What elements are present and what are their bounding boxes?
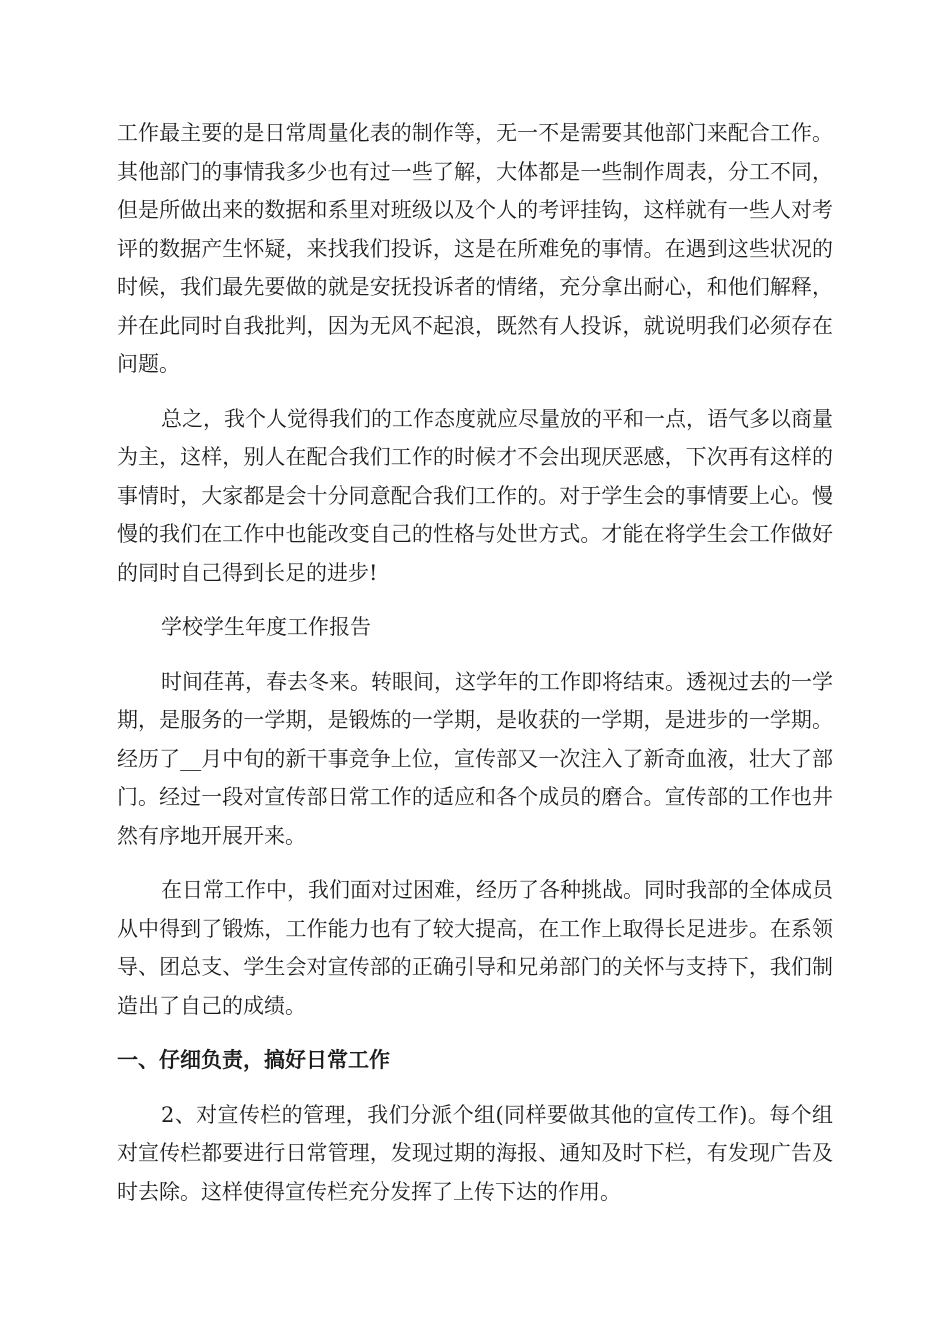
paragraph-summary: 总之，我个人觉得我们的工作态度就应尽量放的平和一点，语气多以商量为主，这样，别人在配合我们工作的时候才不会出现厌恶感，下次再有这样的事情时，大家都是会十分同意配合我们工作的。对于学生会的事情要上心。慢慢的我们在工作中也能改变自己的性格与处世方式。才能在将学生会工作做好的同时自己得到长足的进步! [117,406,833,585]
paragraph-intro: 时间荏苒，春去冬来。转眼间，这学年的工作即将结束。透视过去的一学期，是服务的一学期，是锻炼的一学期，是收获的一学期，是进步的一学期。经历了__月中旬的新干事竞争上位，宣传部又一次注入了新奇血液，壮大了部门。经过一段对宣传部日常工作的适应和各个成员的磨合。宣传部的工作也井然有序地开展开来。 [117,669,833,848]
paragraph-bulletin-board: 2、对宣传栏的管理，我们分派个组(同样要做其他的宣传工作)。每个组对宣传栏都要进行日常管理，发现过期的海报、通知及时下栏，有发现广告及时去除。这样使得宣传栏充分发挥了上传下达的作用。 [117,1102,833,1204]
paragraph-continued: 工作最主要的是日常周量化表的制作等，无一不是需要其他部门来配合工作。其他部门的事情我多少也有过一些了解，大体都是一些制作周表，分工不同，但是所做出来的数据和系里对班级以及个人的考评挂钩，这样就有一些人对考评的数据产生怀疑，来找我们投诉，这是在所难免的事情。在遇到这些状况的时候，我们最先要做的就是安抚投诉者的情绪，充分拿出耐心，和他们解释，并在此同时自我批判，因为无风不起浪，既然有人投诉，就说明我们必须存在问题。 [117,121,833,376]
paragraph-daily-work: 在日常工作中，我们面对过困难，经历了各种挑战。同时我部的全体成员从中得到了锻炼，工作能力也有了较大提高，在工作上取得长足进步。在系领导、团总支、学生会对宣传部的正确引导和兄弟部门的关怀与支持下，我们制造出了自己的成绩。 [117,878,833,1018]
report-title: 学校学生年度工作报告 [161,615,371,639]
section-heading: 一、仔细负责，搞好日常工作 [117,1048,390,1072]
document-body [117,114,833,1227]
